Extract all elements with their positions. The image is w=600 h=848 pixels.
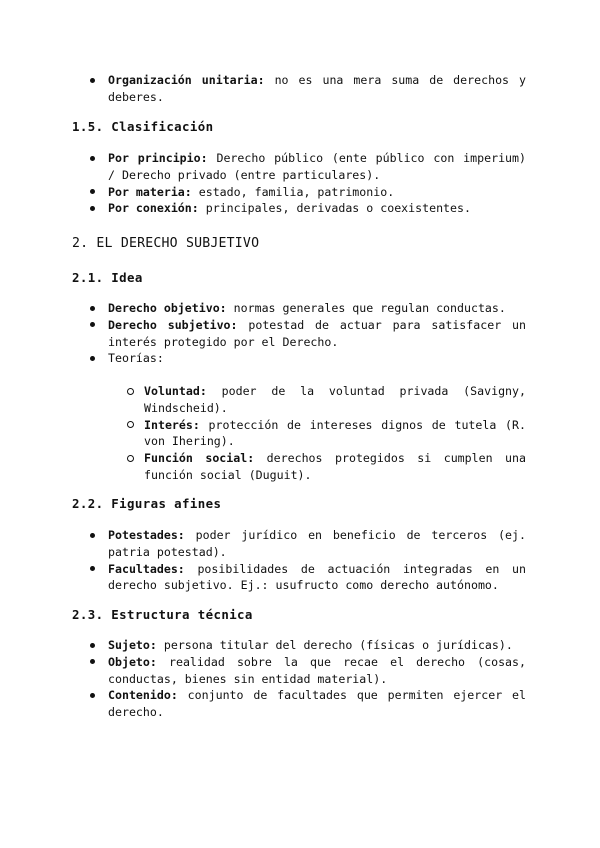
heading-2-3: 2.3. Estructura técnica bbox=[72, 607, 253, 622]
list-clasificacion bbox=[0, 150, 526, 217]
list-idea bbox=[0, 300, 526, 367]
list-item: Sujeto: persona titular del derecho (físicas o jurídicas). bbox=[0, 637, 526, 654]
list-item: Por principio: Derecho público (ente público con imperium) / Derecho privado (entre particulares). bbox=[0, 150, 526, 184]
list-item: Organización unitaria: no es una mera suma de derechos y deberes. bbox=[0, 72, 526, 106]
list-estructura-tecnica bbox=[0, 637, 526, 721]
sub-list-item: Voluntad: poder de la voluntad privada (Savigny, Windscheid). bbox=[0, 383, 526, 417]
list-item: Por conexión: principales, derivadas o coexistentes. bbox=[0, 200, 526, 217]
list-item: Contenido: conjunto de facultades que permiten ejercer el derecho. bbox=[0, 687, 526, 721]
list-item: Objeto: realidad sobre la que recae el derecho (cosas, conductas, bienes sin entidad material). bbox=[0, 654, 526, 688]
list-item: Teorías: bbox=[0, 350, 526, 367]
heading-2: 2. EL DERECHO SUBJETIVO bbox=[72, 236, 260, 251]
list-organizacion bbox=[0, 72, 526, 106]
sub-list-item: Función social: derechos protegidos si cumplen una función social (Duguit). bbox=[0, 450, 526, 484]
heading-1-5: 1.5. Clasificación bbox=[72, 119, 214, 134]
sub-list-item: Interés: protección de intereses dignos de tutela (R. von Ihering). bbox=[0, 417, 526, 451]
heading-2-1: 2.1. Idea bbox=[72, 270, 143, 285]
list-item: Facultades: posibilidades de actuación integradas en un derecho subjetivo. Ej.: usufructo como derecho autónomo. bbox=[0, 561, 526, 595]
list-teorias bbox=[0, 383, 526, 484]
list-figuras-afines bbox=[0, 527, 526, 594]
list-item: Derecho objetivo: normas generales que regulan conductas. bbox=[0, 300, 526, 317]
list-item: Potestades: poder jurídico en beneficio de terceros (ej. patria potestad). bbox=[0, 527, 526, 561]
list-item: Derecho subjetivo: potestad de actuar para satisfacer un interés protegido por el Derecho. bbox=[0, 317, 526, 351]
list-item: Por materia: estado, familia, patrimonio. bbox=[0, 184, 526, 201]
heading-2-2: 2.2. Figuras afines bbox=[72, 496, 222, 511]
